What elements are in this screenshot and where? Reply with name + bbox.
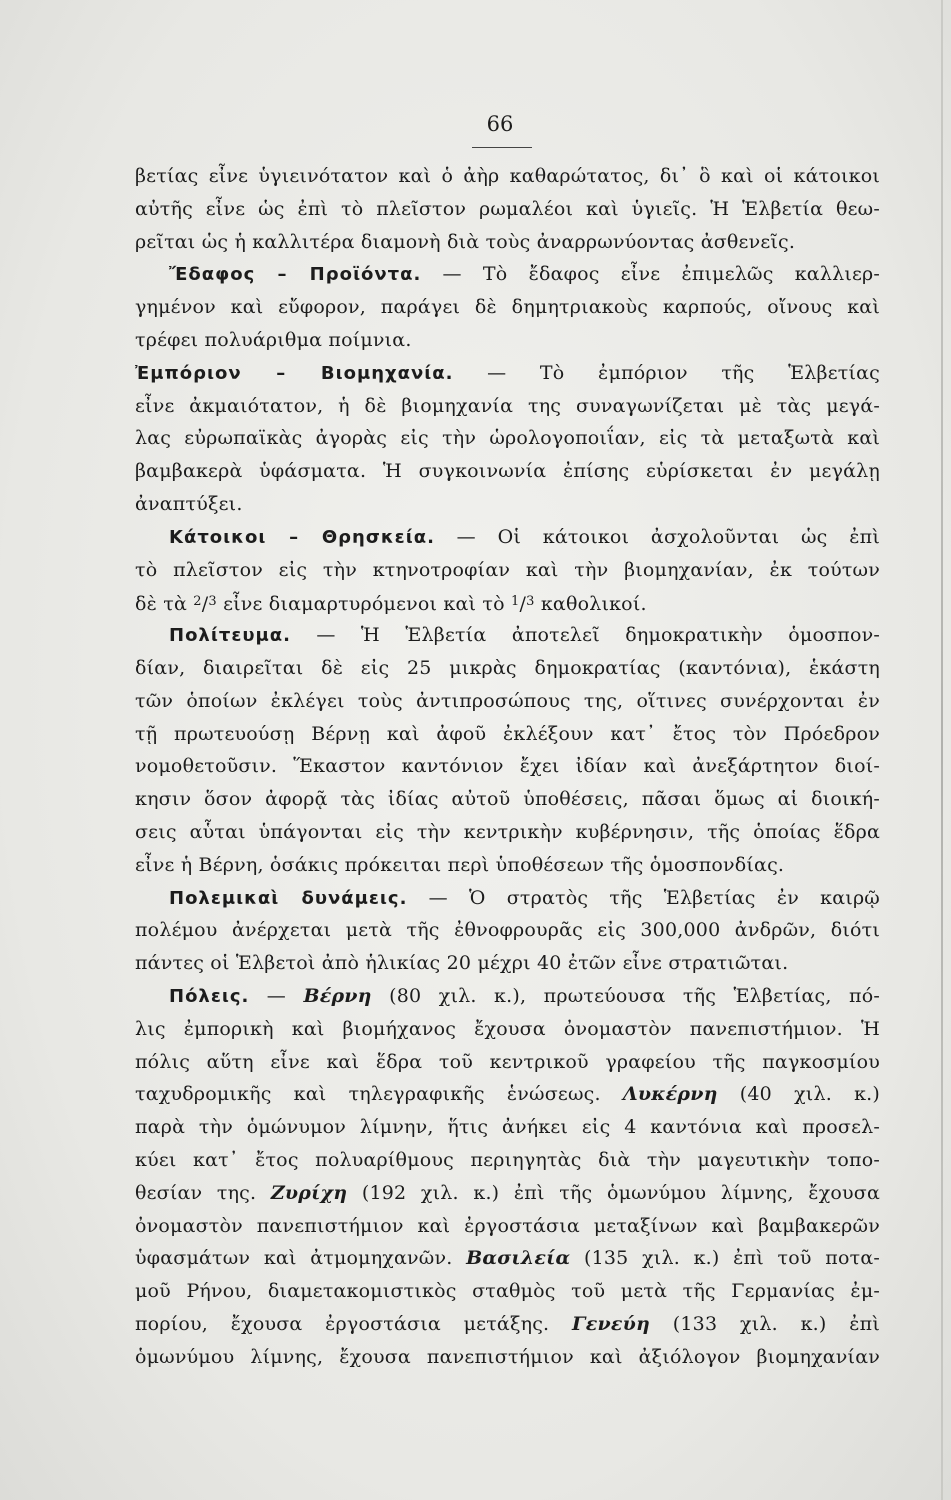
- text-run: βαμβακερὰ ὑφάσματα. Ἡ συγκοινωνία ἐπίσης εὑρίσκεται ἐν μεγάλῃ: [135, 460, 880, 483]
- text-run: /: [519, 593, 527, 616]
- text-run: τρέφει πολυάριθμα ποίμνια.: [135, 328, 412, 351]
- text-run: κύει κατ᾽ ἔτος πολυαρίθμους περιηγητὰς διὰ τὴν μαγευτικὴν τοπο-: [135, 1148, 880, 1171]
- text-run: τῶν ὁποίων ἐκλέγει τοὺς ἀντιπροσώπους της, οἵτινες συνέρχονται ἐν: [135, 689, 880, 712]
- text-line: [135, 849, 880, 882]
- text-run: /: [201, 593, 209, 616]
- text-line: [135, 488, 880, 521]
- text-run: (80 χιλ. κ.), πρωτεύουσα τῆς Ἑλβετίας, πό-: [371, 984, 880, 1007]
- text-run: εἶνε ἡ Βέρνη, ὁσάκις πρόκειται περὶ ὑποθέσεων τῆς ὁμοσπονδίας.: [135, 853, 785, 876]
- city-name: Βέρνη: [303, 984, 372, 1007]
- text-line: [135, 390, 880, 423]
- fraction-digit: 3: [208, 594, 217, 610]
- text-line: [135, 554, 880, 587]
- text-line: [135, 1111, 880, 1144]
- section-heading: Ἔδαφος – Προϊόντα.: [169, 264, 422, 286]
- text-line: [135, 226, 880, 259]
- text-run: —: [249, 984, 304, 1007]
- text-run: πόλις αὕτη εἶνε καὶ ἕδρα τοῦ κεντρικοῦ γραφείου τῆς παγκοσμίου: [135, 1050, 880, 1073]
- text-run: γημένον καὶ εὔφορον, παράγει δὲ δημητριακοὺς καρπούς, οἴνους καὶ: [135, 296, 880, 319]
- text-run: μοῦ Ρήνου, διαμετακομιστικὸς σταθμὸς τοῦ μετὰ τῆς Γερμανίας ἐμ-: [135, 1280, 880, 1303]
- text-run: — Τὸ ἔδαφος εἶνε ἐπιμελῶς καλλιερ-: [421, 263, 880, 286]
- text-line: [135, 1144, 880, 1177]
- city-name: Ζυρίχη: [270, 1181, 348, 1204]
- page-number: 66: [486, 112, 514, 136]
- text-line: [135, 586, 880, 619]
- text-run: (192 χιλ. κ.) ἐπὶ τῆς ὁμωνύμου λίμνης, ἔχουσα: [347, 1181, 880, 1204]
- text-run: πορίου, ἔχουσα ἐργοστάσια μετάξης.: [135, 1312, 573, 1335]
- text-run: λις ἐμπορικὴ καὶ βιομήχανος ἔχουσα ὀνομαστὸν πανεπιστήμιον. Ἡ: [135, 1017, 880, 1040]
- text-line: [135, 422, 880, 455]
- text-run: ἀναπτύξει.: [135, 492, 243, 515]
- text-run: ταχυδρομικῆς καὶ τηλεγραφικῆς ἑνώσεως.: [135, 1083, 623, 1106]
- text-run: παρὰ τὴν ὁμώνυμον λίμνην, ἥτις ἀνήκει εἰς 4 καντόνια καὶ προσελ-: [135, 1116, 880, 1139]
- text-run: δὲ τὰ: [135, 593, 194, 616]
- text-line: [135, 1046, 880, 1079]
- text-run: πολέμου ἀνέρχεται μετὰ τῆς ἐθνοφρουρᾶς εἰς 300,000 ἀνδρῶν, διότι: [135, 919, 880, 942]
- text-run: σεις αὗται ὑπάγονται εἰς τὴν κεντρικὴν κυβέρνησιν, τῆς ὁποίας ἕδρα: [135, 820, 880, 843]
- text-run: ρεῖται ὡς ἡ καλλιτέρα διαμονὴ διὰ τοὺς ἀναρρωνύοντας ἀσθενεῖς.: [135, 230, 796, 253]
- text-run: — Οἱ κάτοικοι ἀσχολοῦνται ὡς ἐπὶ: [434, 525, 880, 548]
- text-run: εἶνε διαμαρτυρόμενοι καὶ τὸ: [216, 593, 512, 616]
- text-line: [135, 160, 880, 193]
- text-line: [135, 193, 880, 226]
- fraction-digit: 3: [526, 594, 535, 610]
- city-name: Λυκέρνη: [622, 1083, 718, 1106]
- text-run: (135 χιλ. κ.) ἐπὶ τοῦ ποτα-: [570, 1247, 880, 1270]
- text-line: [135, 619, 880, 652]
- text-line: [135, 258, 880, 291]
- text-run: πάντες οἱ Ἑλβετοὶ ἀπὸ ἡλικίας 20 μέχρι 40 ἐτῶν εἶνε στρατιῶται.: [135, 952, 789, 975]
- text-line: [135, 1341, 880, 1374]
- text-line: [135, 1242, 880, 1275]
- text-line: [135, 455, 880, 488]
- text-line: [135, 1078, 880, 1111]
- text-line: [135, 1275, 880, 1308]
- text-run: τῇ πρωτευούσῃ Βέρνῃ καὶ ἀφοῦ ἐκλέξουν κατ᾽ ἔτος τὸν Πρόεδρον: [135, 722, 880, 745]
- section-heading: Πολίτευμα.: [169, 625, 291, 647]
- fraction-digit: 1: [511, 594, 520, 610]
- text-line: [135, 1177, 880, 1210]
- text-run: λας εὐρωπαϊκὰς ἀγορὰς εἰς τὴν ὡρολογοποιΐαν, εἰς τὰ μεταξωτὰ καὶ: [135, 427, 880, 450]
- text-run: — Ἡ Ἑλβετία ἀποτελεῖ δημοκρατικὴν ὁμοσπον-: [290, 624, 880, 647]
- text-line: [135, 750, 880, 783]
- text-line: [135, 1013, 880, 1046]
- text-run: (133 χιλ. κ.) ἐπὶ: [650, 1312, 880, 1335]
- text-line: [135, 291, 880, 324]
- text-line: [135, 914, 880, 947]
- text-run: — Τὸ ἐμπόριον τῆς Ἑλβετίας: [453, 361, 880, 384]
- text-run: θεσίαν της.: [135, 1181, 271, 1204]
- fraction-digit: 2: [193, 594, 202, 610]
- page-edge-shadow: [941, 0, 943, 1500]
- page-number-rule: [472, 147, 532, 148]
- text-run: κησιν ὅσον ἀφορᾷ τὰς ἰδίας αὐτοῦ ὑποθέσεις, πᾶσαι ὅμως αἱ διοική-: [135, 788, 880, 811]
- city-name: Γενεύη: [572, 1312, 651, 1335]
- text-run: καθολικοί.: [534, 593, 647, 616]
- text-run: δίαν, διαιρεῖται δὲ εἰς 25 μικρὰς δημοκρατίας (καντόνια), ἑκάστη: [135, 656, 880, 679]
- text-line: [135, 718, 880, 751]
- text-line: [135, 816, 880, 849]
- text-run: (40 χιλ. κ.): [717, 1083, 880, 1106]
- text-line: [135, 1210, 880, 1243]
- text-run: ὁμωνύμου λίμνης, ἔχουσα πανεπιστήμιον καὶ ἀξιόλογον βιομηχανίαν: [135, 1345, 880, 1368]
- body-text: [135, 160, 880, 1373]
- text-line: [135, 685, 880, 718]
- section-heading: Πόλεις.: [169, 985, 250, 1007]
- section-heading: Ἐμπόριον – Βιομηχανία.: [135, 362, 454, 384]
- text-run: τὸ πλεῖστον εἰς τὴν κτηνοτροφίαν καὶ τὴν βιομηχανίαν, ἐκ τούτων: [135, 558, 880, 581]
- text-run: ὀνομαστὸν πανεπιστήμιον καὶ ἐργοστάσια μεταξίνων καὶ βαμβακερῶν: [135, 1214, 880, 1237]
- text-line: [135, 980, 880, 1013]
- text-line: [135, 1308, 880, 1341]
- city-name: Βασιλεία: [466, 1247, 571, 1270]
- text-run: εἶνε ἀκμαιότατον, ἡ δὲ βιομηχανία της συναγωνίζεται μὲ τὰς μεγά-: [135, 394, 880, 417]
- text-line: [135, 324, 880, 357]
- text-run: ὑφασμάτων καὶ ἀτμομηχανῶν.: [135, 1247, 467, 1270]
- text-line: [135, 947, 880, 980]
- text-line: [135, 783, 880, 816]
- section-heading: Πολεμικαὶ δυνάμεις.: [169, 887, 408, 909]
- text-line: [135, 521, 880, 554]
- section-heading: Κάτοικοι – Θρησκεία.: [169, 526, 435, 548]
- text-line: [135, 357, 880, 390]
- text-run: — Ὁ στρατὸς τῆς Ἑλβετίας ἐν καιρῷ: [407, 886, 880, 909]
- text-line: [135, 652, 880, 685]
- text-run: νομοθετοῦσιν. Ἕκαστον καντόνιον ἔχει ἰδίαν καὶ ἀνεξάρτητον διοί-: [135, 755, 880, 778]
- text-run: αὐτῆς εἶνε ὡς ἐπὶ τὸ πλεῖστον ρωμαλέοι καὶ ὑγιεῖς. Ἡ Ἑλβετία θεω-: [135, 197, 880, 220]
- text-line: [135, 882, 880, 915]
- text-run: βετίας εἶνε ὑγιεινότατον καὶ ὁ ἀὴρ καθαρώτατος, δι᾽ ὃ καὶ οἱ κάτοικοι: [135, 165, 880, 187]
